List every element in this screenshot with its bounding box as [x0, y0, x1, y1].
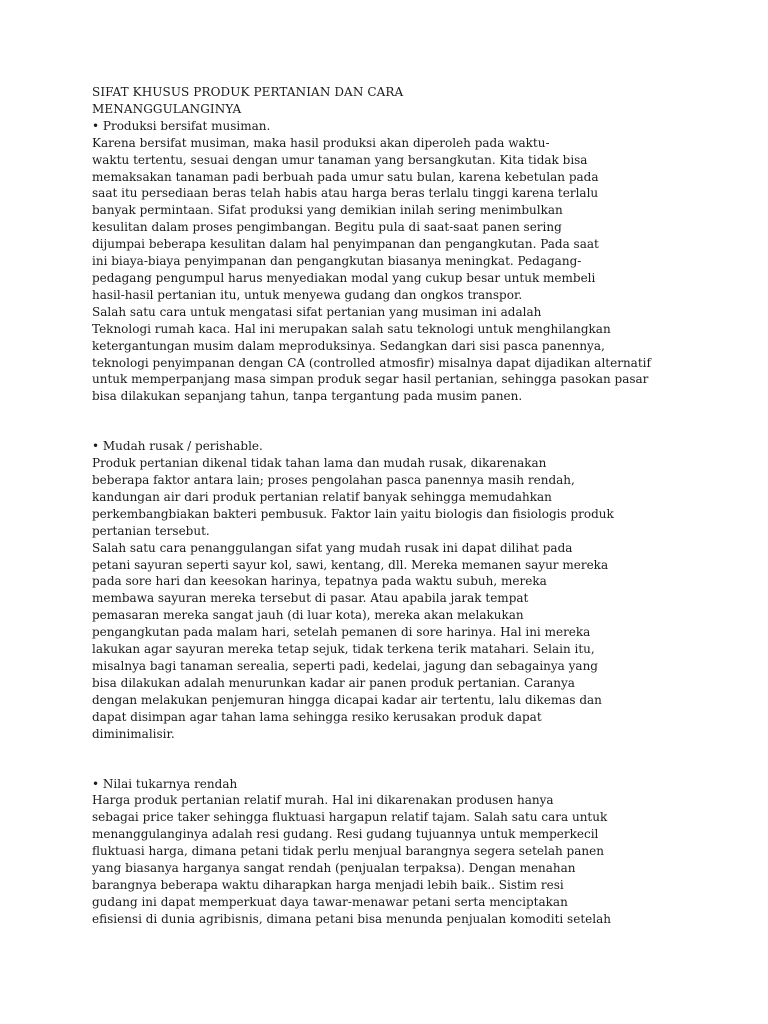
paragraph-line: Harga produk pertanian relatif murah. Hal ini dikarenakan produsen hanya [92, 793, 554, 808]
paragraph-line: pemasaran mereka sangat jauh (di luar kota), mereka akan melakukan [92, 608, 524, 623]
paragraph-line: Salah satu cara untuk mengatasi sifat pertanian yang musiman ini adalah [92, 304, 542, 319]
title-line-1: SIFAT KHUSUS PRODUK PERTANIAN DAN CARA [92, 85, 404, 99]
paragraph-line: teknologi penyimpanan dengan CA (controlled atmosfir) misalnya dapat dijadikan alternatif [92, 355, 651, 370]
section-heading: • Mudah rusak / perishable. [92, 439, 263, 454]
paragraph-line: dapat disimpan agar tahan lama sehingga resiko kerusakan produk dapat [92, 709, 542, 724]
section-3 [92, 776, 682, 928]
paragraph-line: bisa dilakukan adalah menurunkan kadar air panen produk pertanian. Caranya [92, 675, 575, 690]
paragraph-line: yang biasanya harganya sangat rendah (penjualan terpaksa). Dengan menahan [92, 861, 576, 876]
title-line-2: MENANGGULANGINYA [92, 101, 242, 116]
paragraph-line: Produk pertanian dikenal tidak tahan lama dan mudah rusak, dikarenakan [92, 456, 547, 471]
section-gap [92, 743, 682, 776]
paragraph-line: beberapa faktor antara lain; proses pengolahan pasca panennya masih rendah, [92, 473, 575, 488]
paragraph-line: dijumpai beberapa kesulitan dalam hal penyimpanan dan pengangkutan. Pada saat [92, 237, 599, 252]
paragraph-line: sebagai price taker sehingga fluktuasi hargapun relatif tajam. Salah satu cara untuk [92, 810, 608, 825]
paragraph-line: memaksakan tanaman padi berbuah pada umur satu bulan, karena kebetulan pada [92, 169, 599, 184]
paragraph-line: perkembangbiakan bakteri pembusuk. Faktor lain yaitu biologis dan fisiologis produk [92, 506, 614, 521]
document-body [92, 118, 682, 928]
paragraph-line: ini biaya-biaya penyimpanan dan pengangkutan biasanya meningkat. Pedagang- [92, 254, 582, 269]
paragraph-line: lakukan agar sayuran mereka tetap sejuk, tidak terkena terik matahari. Selain itu, [92, 642, 595, 657]
section-2 [92, 438, 682, 742]
section-heading: • Nilai tukarnya rendah [92, 776, 238, 791]
paragraph-line: ketergantungan musim dalam meproduksinya. Sedangkan dari sisi pasca panennya, [92, 338, 605, 353]
section-gap [92, 405, 682, 438]
paragraph-line: Teknologi rumah kaca. Hal ini merupakan salah satu teknologi untuk menghilangkan [92, 321, 611, 336]
paragraph-line: bisa dilakukan sepanjang tahun, tanpa tergantung pada musim panen. [92, 389, 523, 404]
paragraph-line: membawa sayuran mereka tersebut di pasar. Atau apabila jarak tempat [92, 591, 529, 606]
paragraph-line: dengan melakukan penjemuran hingga dicapai kadar air tertentu, lalu dikemas dan [92, 692, 602, 707]
document-title [92, 84, 682, 118]
paragraph-line: pengangkutan pada malam hari, setelah pemanen di sore harinya. Hal ini mereka [92, 625, 591, 640]
paragraph-line: kandungan air dari produk pertanian relatif banyak sehingga memudahkan [92, 489, 552, 504]
paragraph-line: diminimalisir. [92, 726, 175, 741]
paragraph-line: waktu tertentu, sesuai dengan umur tanaman yang bersangkutan. Kita tidak bisa [92, 152, 588, 167]
paragraph-line: Karena bersifat musiman, maka hasil produksi akan diperoleh pada waktu- [92, 135, 550, 150]
paragraph-line: Salah satu cara penanggulangan sifat yang mudah rusak ini dapat dilihat pada [92, 540, 573, 555]
paragraph-line: untuk memperpanjang masa simpan produk segar hasil pertanian, sehingga pasokan pasar [92, 372, 649, 387]
paragraph-line: pertanian tersebut. [92, 523, 210, 538]
paragraph-line: petani sayuran seperti sayur kol, sawi, kentang, dll. Mereka memanen sayur mereka [92, 557, 609, 572]
paragraph-line: efisiensi di dunia agribisnis, dimana petani bisa menunda penjualan komoditi setelah [92, 911, 611, 926]
paragraph-line: saat itu persediaan beras telah habis atau harga beras terlalu tinggi karena terlalu [92, 186, 599, 201]
paragraph-line: pada sore hari dan keesokan harinya, tepatnya pada waktu subuh, mereka [92, 574, 547, 589]
paragraph-line: fluktuasi harga, dimana petani tidak perlu menjual barangnya segera setelah panen [92, 844, 604, 859]
paragraph-line: hasil-hasil pertanian itu, untuk menyewa gudang dan ongkos transpor. [92, 287, 523, 302]
section-1 [92, 118, 682, 405]
paragraph-line: banyak permintaan. Sifat produksi yang demikian inilah sering menimbulkan [92, 203, 563, 218]
section-heading: • Produksi bersifat musiman. [92, 118, 271, 133]
paragraph-line: barangnya beberapa waktu diharapkan harga menjadi lebih baik.. Sistim resi [92, 877, 564, 892]
paragraph-line: misalnya bagi tanaman serealia, seperti padi, kedelai, jagung dan sebagainya yang [92, 659, 598, 673]
document-page [92, 84, 682, 928]
paragraph-line: pedagang pengumpul harus menyediakan modal yang cukup besar untuk membeli [92, 270, 596, 285]
paragraph-line: kesulitan dalam proses pengimbangan. Begitu pula di saat-saat panen sering [92, 220, 562, 235]
paragraph-line: gudang ini dapat memperkuat daya tawar-menawar petani serta menciptakan [92, 894, 568, 909]
paragraph-line: menanggulanginya adalah resi gudang. Resi gudang tujuannya untuk memperkecil [92, 827, 599, 842]
